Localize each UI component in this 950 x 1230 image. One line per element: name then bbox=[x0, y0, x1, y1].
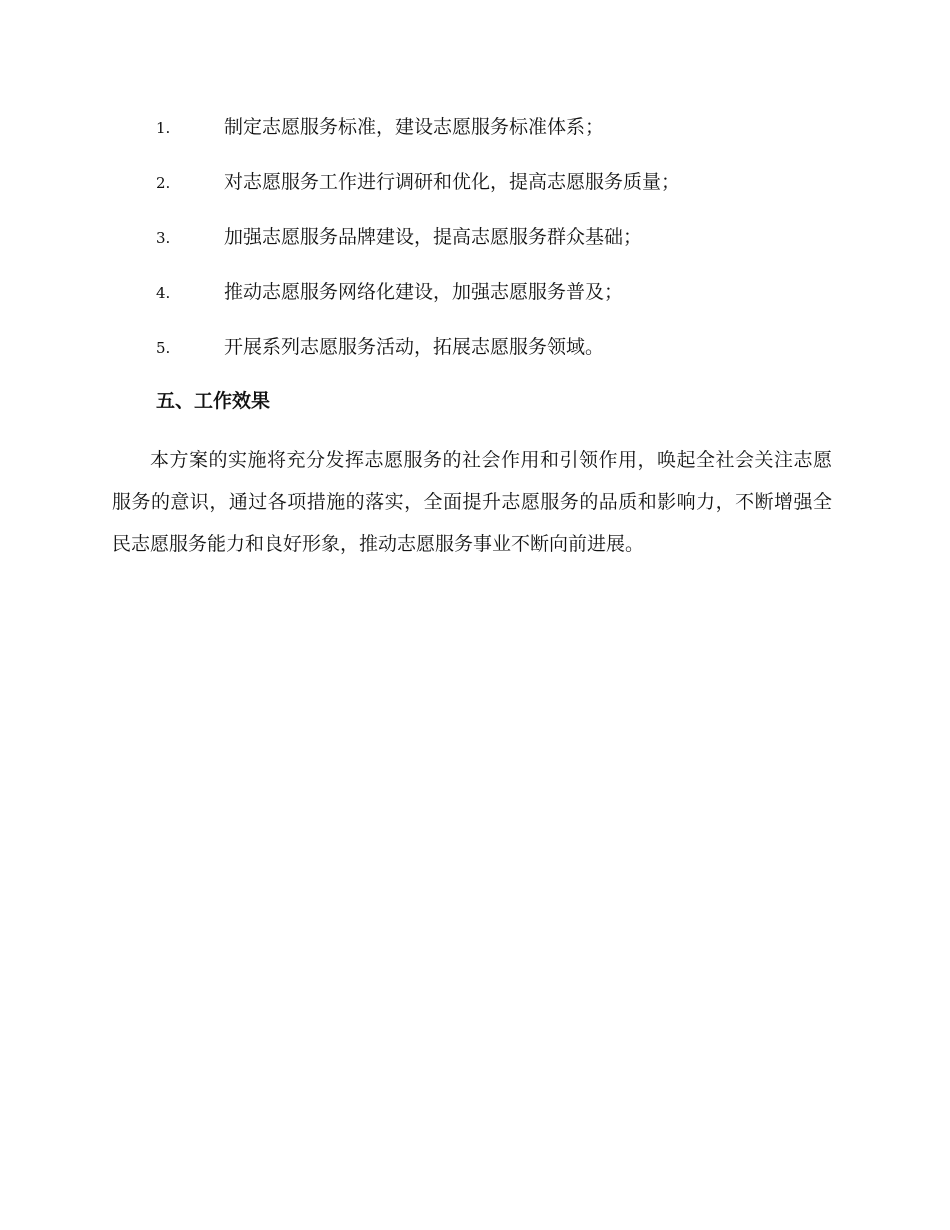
list-item bbox=[0, 210, 950, 265]
list-item bbox=[0, 320, 950, 375]
list-item-number: 5. bbox=[156, 339, 171, 357]
list-item-text: 加强志愿服务品牌建设，提高志愿服务群众基础； bbox=[224, 226, 643, 248]
list-item-number: 4. bbox=[156, 284, 171, 302]
list-item bbox=[0, 100, 950, 155]
section-paragraph: 本方案的实施将充分发挥志愿服务的社会作用和引领作用，唤起全社会关注志愿服务的意识，通过各项措施的落实，全面提升志愿服务的品质和影响力，不断增强全民志愿服务能力和良好形象，推动志愿服务事业不断向前进展。 bbox=[112, 449, 832, 555]
numbered-list bbox=[0, 100, 950, 375]
list-item bbox=[0, 265, 950, 320]
list-item-text: 对志愿服务工作进行调研和优化，提高志愿服务质量； bbox=[224, 171, 681, 193]
list-item-text: 推动志愿服务网络化建设，加强志愿服务普及； bbox=[224, 281, 624, 303]
list-item-number: 1. bbox=[156, 119, 171, 137]
section-heading: 五、工作效果 bbox=[156, 390, 271, 412]
list-item bbox=[0, 155, 950, 210]
list-item-number: 2. bbox=[156, 174, 171, 192]
list-item-number: 3. bbox=[156, 229, 171, 247]
list-item-text: 制定志愿服务标准，建设志愿服务标准体系； bbox=[224, 116, 605, 138]
list-item-text: 开展系列志愿服务活动，拓展志愿服务领域。 bbox=[224, 336, 605, 358]
